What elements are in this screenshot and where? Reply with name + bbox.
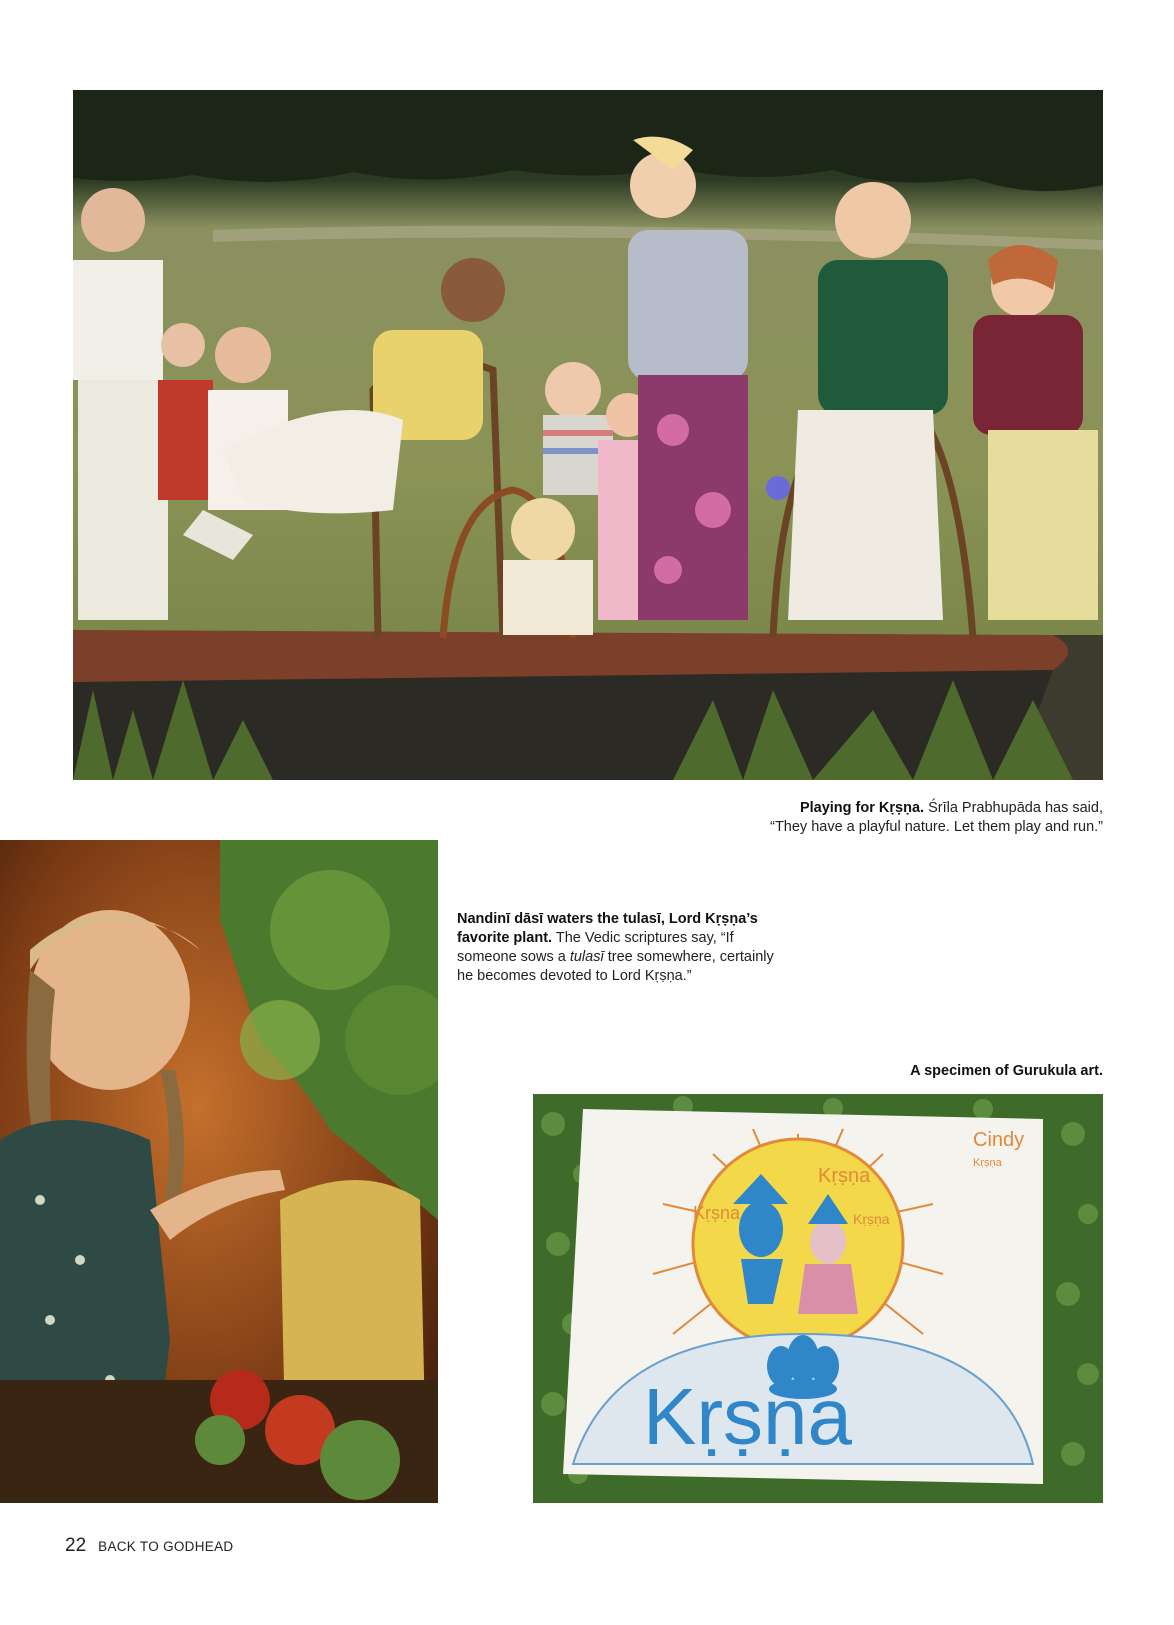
photo-gurukula-drawing [533, 1094, 1103, 1503]
photo-girl-watering-tulasi [0, 840, 438, 1503]
caption-top-line2: “They have a playful nature. Let them play and run.” [770, 819, 1103, 835]
drawing-sun-word-3: Kṛṣṇa [853, 1211, 890, 1227]
page-number: 22 [65, 1535, 87, 1556]
drawing-signature: Cindy [973, 1129, 1025, 1151]
caption-nandini-dasi [457, 910, 802, 986]
caption-middle-line3-b: tree somewhere, certainly [607, 949, 774, 965]
drawing-signature-sub: Kṛṣṇa [973, 1157, 1002, 1169]
caption-middle-italic: tulasī [569, 949, 604, 965]
drawing-sun-word-2: Kṛṣṇa [693, 1203, 741, 1223]
caption-middle-line2: The Vedic scriptures say, “If [555, 930, 734, 946]
drawing-sun-word-1: Kṛṣṇa [818, 1165, 871, 1187]
caption-right-bold: A specimen of Gurukula art. [910, 1063, 1103, 1079]
caption-top-line1: Śrīla Prabhupāda has said, [928, 800, 1103, 816]
caption-middle-bold-1: Nandinī dāsī waters the tulasī, Lord Kṛṣṇa’s [457, 911, 758, 927]
drawing-big-word: Kṛṣṇa [643, 1372, 852, 1461]
caption-middle-line4: he becomes devoted to Lord Kṛṣṇa.” [457, 968, 692, 984]
magazine-title: BACK TO GODHEAD [98, 1539, 234, 1554]
page-footer [65, 1535, 233, 1557]
photo-children-playground [73, 90, 1103, 780]
caption-gurukula-art [803, 1062, 1103, 1081]
caption-top-bold: Playing for Kṛṣṇa. [799, 800, 925, 816]
caption-middle-line3-a: someone sows a [457, 949, 566, 965]
caption-middle-bold-2: favorite plant. [457, 930, 553, 946]
caption-playing-for-krsna [683, 799, 1103, 837]
